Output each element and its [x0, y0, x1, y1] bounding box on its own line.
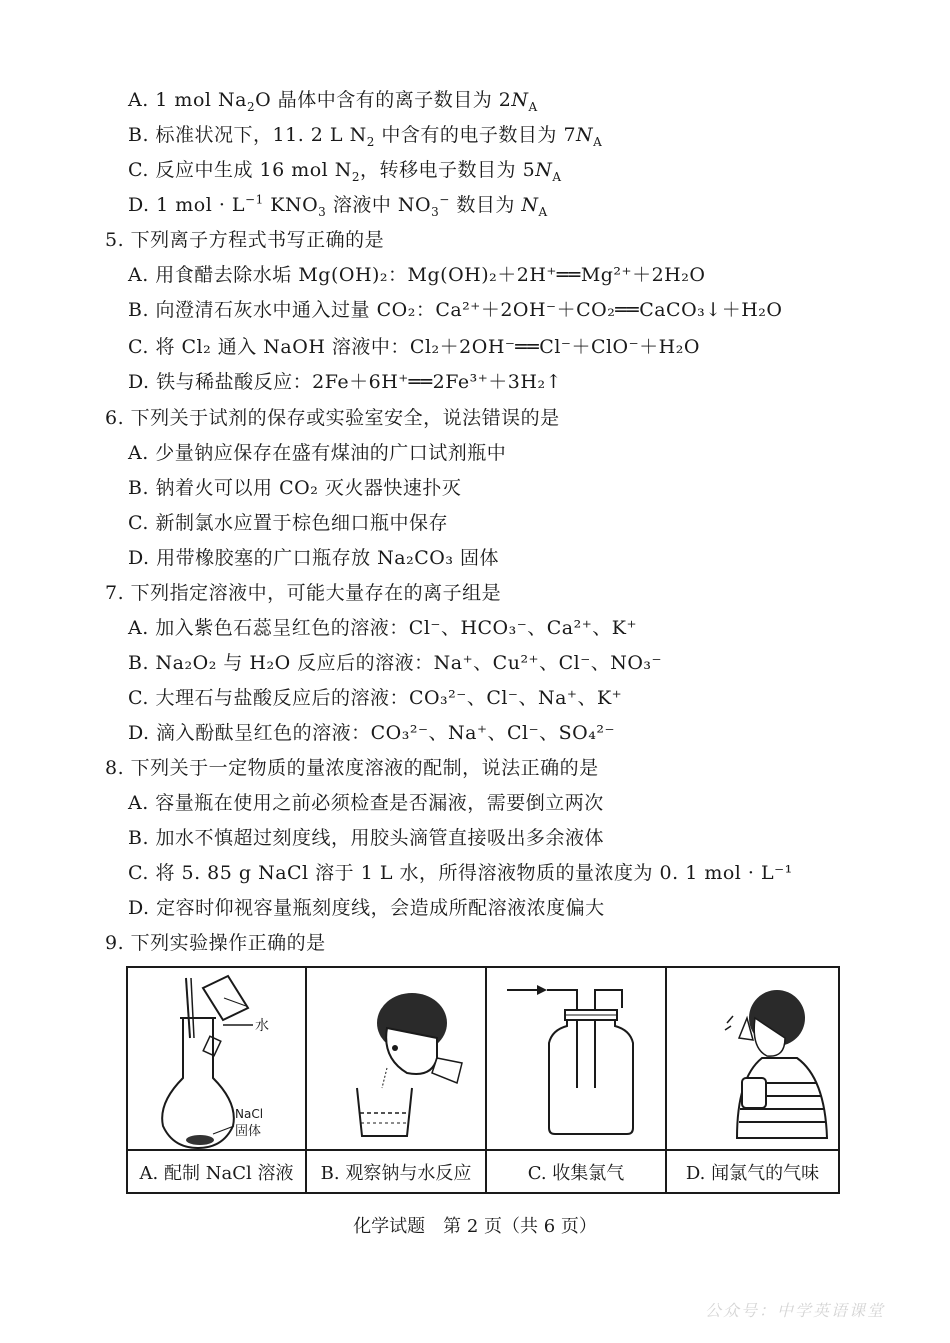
q8-option-b: B. 加水不慎超过刻度线，用胶头滴管直接吸出多余液体	[128, 827, 605, 849]
q4-option-a: A. 1 mol $Na_2O$ 晶体中含有的离子数目为 $2N_A$	[128, 89, 538, 114]
label-solid: 固体	[235, 1124, 262, 1139]
watermark: 公众号：中学英语课堂	[704, 1301, 885, 1320]
gas-bottle-figure	[487, 968, 665, 1149]
q7-stem: 7. 下列指定溶液中，可能大量存在的离子组是	[105, 582, 502, 604]
figure-c-cell	[487, 968, 667, 1192]
q7-option-d: D. 滴入酚酞呈红色的溶液：CO₃²⁻、Na⁺、Cl⁻、SO₄²⁻	[128, 722, 615, 744]
q8-option-a: A. 容量瓶在使用之前必须检查是否漏液，需要倒立两次	[128, 792, 604, 814]
q5-option-a: A. 用食醋去除水垢 Mg(OH)₂：Mg(OH)₂＋2H⁺══Mg²⁺＋2H₂O	[128, 264, 706, 286]
caption-b: B. 观察钠与水反应	[307, 1149, 485, 1192]
q7-option-b: B. Na₂O₂ 与 H₂O 反应后的溶液：Na⁺、Cu²⁺、Cl⁻、NO₃⁻	[128, 652, 663, 674]
q7-option-c: C. 大理石与盐酸反应后的溶液：CO₃²⁻、Cl⁻、Na⁺、K⁺	[128, 687, 623, 709]
figure-d-cell	[667, 968, 838, 1192]
q9-stem: 9. 下列实验操作正确的是	[105, 932, 326, 954]
q4-option-b: B. 标准状况下，11. 2 L $N_2$ 中含有的电子数目为 $7N_A$	[128, 124, 603, 149]
q6-option-b: B. 钠着火可以用 CO₂ 灭火器快速扑灭	[128, 477, 462, 499]
page-footer: 化学试题 第 2 页（共 6 页）	[353, 1216, 597, 1237]
q6-option-d: D. 用带橡胶塞的广口瓶存放 Na₂CO₃ 固体	[128, 547, 500, 569]
q8-option-c: C. 将 5. 85 g NaCl 溶于 1 L 水，所得溶液物质的量浓度为 0. 1 mol · L⁻¹	[128, 862, 793, 884]
q9-figure-table	[126, 966, 840, 1194]
label-nacl: NaCl	[235, 1107, 264, 1121]
figure-b-cell	[307, 968, 487, 1192]
q5-option-c: C. 将 Cl₂ 通入 NaOH 溶液中：Cl₂＋2OH⁻══Cl⁻＋ClO⁻＋H₂O	[128, 336, 700, 358]
q7-option-a: A. 加入紫色石蕊呈红色的溶液：Cl⁻、HCO₃⁻、Ca²⁺、K⁺	[128, 617, 638, 639]
caption-a: A. 配制 NaCl 溶液	[128, 1149, 305, 1192]
q8-stem: 8. 下列关于一定物质的量浓度溶液的配制，说法正确的是	[105, 757, 599, 779]
label-water: 水	[255, 1018, 269, 1034]
caption-c: C. 收集氯气	[487, 1149, 665, 1192]
smell-gas-figure	[667, 968, 838, 1149]
q5-option-b: B. 向澄清石灰水中通入过量 CO₂：Ca²⁺＋2OH⁻＋CO₂══CaCO₃↓＋H₂O	[128, 299, 783, 321]
q6-option-c: C. 新制氯水应置于棕色细口瓶中保存	[128, 512, 448, 534]
q8-option-d: D. 定容时仰视容量瓶刻度线，会造成所配溶液浓度偏大	[128, 897, 605, 919]
q5-option-d: D. 铁与稀盐酸反应：2Fe＋6H⁺══2Fe³⁺＋3H₂↑	[128, 371, 562, 393]
q4-option-c: C. 反应中生成 16 mol $N_2$，转移电子数目为 $5N_A$	[128, 159, 562, 184]
volumetric-flask-figure	[128, 968, 305, 1149]
observe-reaction-figure	[307, 968, 485, 1149]
caption-d: D. 闻氯气的气味	[667, 1149, 838, 1192]
q6-option-a: A. 少量钠应保存在盛有煤油的广口试剂瓶中	[128, 442, 507, 464]
q6-stem: 6. 下列关于试剂的保存或实验室安全，说法错误的是	[105, 407, 560, 429]
q5-stem: 5. 下列离子方程式书写正确的是	[105, 229, 385, 251]
q4-option-d: D. 1 mol · $L^{-1}$ $KNO_3$ 溶液中 $NO_3^-$ 数目为 $N_A$	[128, 192, 548, 219]
figure-a-cell	[128, 968, 307, 1192]
